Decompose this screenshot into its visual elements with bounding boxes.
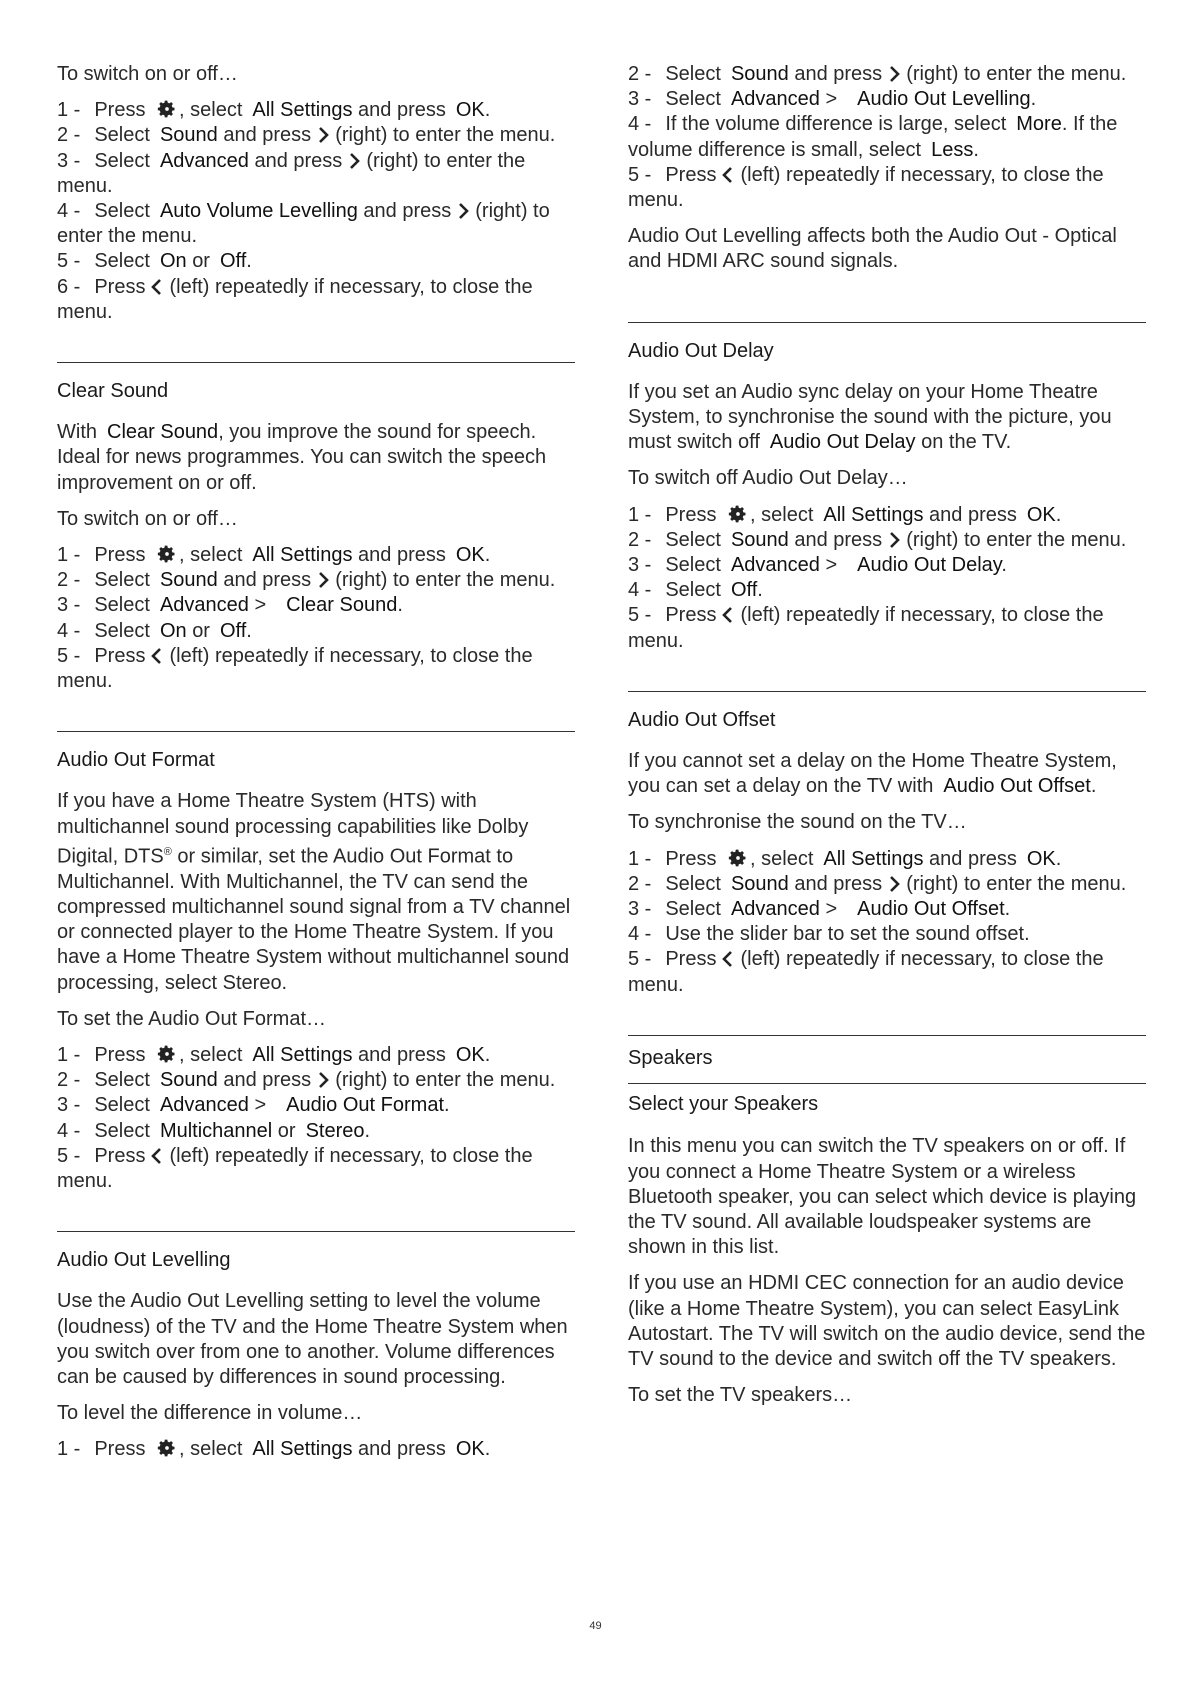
path-separator: > bbox=[825, 88, 838, 111]
step-text: Select bbox=[94, 594, 150, 617]
punct: . bbox=[1055, 503, 1062, 526]
step-number: 2 - bbox=[57, 569, 81, 592]
step-number: 2 - bbox=[628, 63, 652, 85]
step-number: 5 - bbox=[57, 250, 81, 273]
menu-keyword: Auto Volume Levelling bbox=[159, 200, 358, 223]
step-text: (left) repeatedly if necessary, to close the menu. bbox=[57, 644, 533, 693]
step-text: and press bbox=[358, 1043, 446, 1066]
step-number: 1 - bbox=[57, 1043, 81, 1066]
settings-gear-icon bbox=[157, 544, 177, 564]
section-audio-out-levelling bbox=[57, 1231, 575, 1462]
step-number: 5 - bbox=[628, 604, 652, 627]
ok-keyword: OK bbox=[455, 99, 485, 122]
left-column bbox=[57, 62, 575, 1474]
step-6 bbox=[57, 275, 575, 325]
step-text: If the volume difference is large, select bbox=[665, 113, 1007, 136]
menu-keyword: Advanced bbox=[730, 554, 820, 577]
step-4 bbox=[57, 619, 575, 644]
steps-audio-out-format bbox=[57, 1043, 575, 1194]
menu-keyword: All Settings bbox=[252, 99, 353, 122]
menu-keyword: All Settings bbox=[252, 544, 353, 567]
menu-keyword: Audio Out Delay bbox=[769, 431, 916, 454]
section-heading: Audio Out Levelling bbox=[57, 1249, 231, 1272]
text: If you set an Audio sync delay on your Home Theatre System, to synchronise the sound with the picture, you must switch off bbox=[628, 380, 1112, 454]
chevron-right-icon bbox=[457, 202, 469, 220]
step-text: (right) to enter the menu. bbox=[906, 63, 1127, 85]
step-number: 4 - bbox=[57, 1119, 81, 1142]
chevron-left-icon bbox=[722, 606, 734, 624]
step-5 bbox=[628, 603, 1146, 653]
steps-auto-volume bbox=[57, 98, 575, 325]
registered-mark: ® bbox=[163, 845, 172, 858]
intro-text: To switch off Audio Out Delay… bbox=[628, 467, 908, 490]
step-1 bbox=[57, 543, 575, 568]
step-5 bbox=[57, 249, 575, 274]
steps-audio-out-delay bbox=[628, 503, 1146, 654]
menu-keyword: More bbox=[1016, 113, 1062, 136]
step-text: and press bbox=[794, 63, 883, 85]
punct: . bbox=[246, 619, 252, 642]
step-1 bbox=[628, 847, 1146, 872]
punct: . bbox=[1001, 554, 1007, 577]
ok-keyword: OK bbox=[455, 1043, 485, 1066]
punct: . bbox=[484, 99, 491, 122]
path-separator: > bbox=[254, 1094, 267, 1117]
chevron-right-icon bbox=[317, 571, 329, 589]
step-text: Select bbox=[665, 872, 721, 895]
steps-audio-out-levelling bbox=[57, 1437, 575, 1462]
chevron-left-icon bbox=[151, 278, 163, 296]
step-text: Press bbox=[94, 99, 146, 122]
menu-keyword: Sound bbox=[730, 528, 789, 551]
step-text: Press bbox=[94, 1438, 146, 1461]
punct: . bbox=[757, 579, 763, 602]
step-text: Select bbox=[94, 1119, 150, 1142]
step-text: and press bbox=[358, 1438, 446, 1461]
step-number: 4 - bbox=[628, 113, 652, 136]
chevron-right-icon bbox=[888, 531, 900, 549]
step-3 bbox=[628, 553, 1146, 578]
steps-audio-out-levelling-cont bbox=[628, 62, 1146, 213]
steps-clear-sound bbox=[57, 543, 575, 694]
step-text: (left) repeatedly if necessary, to close the menu. bbox=[628, 604, 1104, 652]
step-text: and press bbox=[223, 1069, 312, 1092]
paragraph: To set the TV speakers… bbox=[628, 1384, 853, 1407]
step-text: Press bbox=[665, 503, 717, 526]
text: or similar, set the Audio Out Format to Multichannel. With Multichannel, the TV can send the compressed multichannel sound signal from a TV channel or connected player to the Home Theatre System. If you have a Home Theatre System without multichannel sound processing, select Stereo. bbox=[57, 845, 571, 994]
section-speakers bbox=[628, 1035, 1146, 1408]
step-text: and press bbox=[929, 503, 1017, 526]
step-number: 4 - bbox=[57, 200, 81, 223]
step-text: (left) repeatedly if necessary, to close the menu. bbox=[628, 948, 1104, 996]
section-heading: Speakers bbox=[628, 1046, 713, 1069]
step-text: and press bbox=[794, 528, 883, 551]
step-1 bbox=[57, 98, 575, 123]
step-text: Select bbox=[665, 554, 721, 577]
page-number: 49 bbox=[589, 1620, 602, 1632]
step-2 bbox=[628, 528, 1146, 553]
menu-keyword: Multichannel bbox=[159, 1119, 273, 1142]
step-text: (left) repeatedly if necessary, to close the menu. bbox=[57, 275, 533, 323]
step-number: 2 - bbox=[628, 528, 652, 551]
step-text: Select bbox=[665, 579, 721, 602]
chevron-right-icon bbox=[317, 126, 329, 144]
step-number: 3 - bbox=[628, 898, 652, 921]
step-number: 5 - bbox=[628, 948, 652, 971]
step-number: 1 - bbox=[57, 99, 81, 122]
punct: . bbox=[484, 1438, 491, 1461]
step-text: (right) to enter the menu. bbox=[57, 149, 526, 197]
intro-text: To switch on or off… bbox=[57, 507, 238, 530]
menu-keyword: Advanced bbox=[730, 898, 820, 921]
menu-keyword: Audio Out Format bbox=[286, 1094, 444, 1117]
punct: . bbox=[484, 1043, 491, 1066]
section-heading: Audio Out Delay bbox=[628, 339, 774, 362]
step-number: 3 - bbox=[57, 594, 81, 617]
step-number: 3 - bbox=[57, 149, 81, 172]
intro-text: To synchronise the sound on the TV… bbox=[628, 811, 967, 834]
punct: . bbox=[246, 250, 252, 273]
step-text: (right) to enter the menu. bbox=[335, 1069, 556, 1092]
step-1 bbox=[57, 1043, 575, 1068]
step-text: Select bbox=[94, 250, 150, 273]
step-text: and press bbox=[223, 569, 312, 592]
step-text: Press bbox=[94, 1144, 146, 1167]
step-text: , select bbox=[179, 99, 243, 122]
paragraph bbox=[57, 420, 575, 496]
step-text: or bbox=[277, 1119, 296, 1142]
menu-keyword: Advanced bbox=[730, 88, 820, 111]
steps-audio-out-offset bbox=[628, 847, 1146, 998]
paragraph bbox=[57, 789, 575, 995]
step-text: and press bbox=[223, 124, 312, 147]
text: If you cannot set a delay on the Home Theatre System, you can set a delay on the TV with bbox=[628, 750, 1117, 798]
punct: . bbox=[1004, 898, 1011, 921]
paragraph bbox=[628, 749, 1146, 799]
step-text: Select bbox=[665, 528, 721, 551]
subsection-heading: Select your Speakers bbox=[628, 1093, 819, 1116]
punct: . bbox=[364, 1119, 371, 1142]
ok-keyword: OK bbox=[1026, 503, 1056, 526]
menu-keyword: Audio Out Offset bbox=[943, 775, 1091, 798]
step-text: and press bbox=[363, 200, 452, 223]
menu-keyword: All Settings bbox=[252, 1043, 353, 1066]
section-audio-out-format bbox=[57, 731, 575, 1194]
chevron-left-icon bbox=[151, 1147, 163, 1165]
section-heading: Audio Out Format bbox=[57, 749, 215, 772]
chevron-right-icon bbox=[317, 1071, 329, 1089]
step-text: Select bbox=[665, 88, 721, 111]
step-1 bbox=[628, 503, 1146, 528]
menu-keyword: On bbox=[159, 250, 187, 273]
intro-text: To switch on or off… bbox=[57, 63, 238, 85]
section-heading: Audio Out Offset bbox=[628, 708, 776, 731]
step-text: or bbox=[192, 250, 210, 273]
step-number: 5 - bbox=[57, 644, 81, 667]
step-text: (right) to enter the menu. bbox=[57, 200, 550, 248]
intro-text: To set the Audio Out Format… bbox=[57, 1007, 327, 1030]
settings-gear-icon bbox=[728, 504, 748, 524]
step-number: 6 - bbox=[57, 275, 81, 298]
step-2 bbox=[628, 872, 1146, 897]
menu-keyword: On bbox=[159, 619, 187, 642]
settings-gear-icon bbox=[157, 99, 177, 119]
settings-gear-icon bbox=[157, 1044, 177, 1064]
step-text: and press bbox=[254, 149, 343, 172]
punct: . bbox=[484, 544, 491, 567]
step-text: and press bbox=[358, 544, 446, 567]
menu-keyword: Advanced bbox=[159, 594, 249, 617]
step-text: , select bbox=[179, 544, 243, 567]
step-number: 4 - bbox=[628, 923, 652, 946]
step-text: Select bbox=[94, 619, 150, 642]
step-1 bbox=[57, 1437, 575, 1462]
chevron-left-icon bbox=[722, 166, 734, 184]
step-2 bbox=[57, 123, 575, 148]
step-4 bbox=[628, 112, 1146, 162]
step-3 bbox=[628, 897, 1146, 922]
section-heading: Clear Sound bbox=[57, 380, 169, 403]
step-text: Select bbox=[665, 63, 721, 85]
menu-keyword: All Settings bbox=[823, 503, 924, 526]
right-column bbox=[628, 62, 1146, 1419]
step-text: Press bbox=[665, 604, 717, 627]
step-number: 2 - bbox=[628, 872, 652, 895]
step-number: 2 - bbox=[57, 124, 81, 147]
step-number: 5 - bbox=[628, 163, 652, 186]
menu-keyword: Advanced bbox=[159, 149, 249, 172]
path-separator: > bbox=[825, 554, 838, 577]
step-number: 5 - bbox=[57, 1144, 81, 1167]
menu-keyword: Less bbox=[931, 138, 974, 161]
ok-keyword: OK bbox=[455, 544, 485, 567]
punct: . bbox=[397, 594, 403, 617]
menu-keyword: Clear Sound bbox=[107, 421, 219, 444]
step-number: 4 - bbox=[628, 579, 652, 602]
step-text: (right) to enter the menu. bbox=[906, 872, 1127, 895]
section-audio-out-offset bbox=[628, 691, 1146, 998]
step-text: , select bbox=[750, 503, 814, 526]
step-text: Select bbox=[94, 200, 150, 223]
intro-text: To level the difference in volume… bbox=[57, 1402, 363, 1425]
paragraph: If you use an HDMI CEC connection for an audio device (like a Home Theatre System), you can select EasyLink Autostart. The TV will switch on the audio device, send the TV sound to the device and switch off the TV speakers. bbox=[628, 1272, 1146, 1370]
paragraph: Use the Audio Out Levelling setting to level the volume (loudness) of the TV and the Home Theatre System when you switch over from one to another. Volume differences can be caused by differences in sound processing. bbox=[57, 1290, 568, 1388]
step-text: . If the volume difference is small, select bbox=[628, 113, 1118, 161]
chevron-left-icon bbox=[151, 647, 163, 665]
step-number: 3 - bbox=[57, 1094, 81, 1117]
punct: . bbox=[444, 1094, 450, 1117]
step-5 bbox=[628, 163, 1146, 213]
step-4 bbox=[57, 1119, 575, 1144]
step-text: Select bbox=[94, 1094, 150, 1117]
menu-keyword: All Settings bbox=[252, 1438, 353, 1461]
step-text: Press bbox=[94, 1043, 146, 1066]
text: With bbox=[57, 421, 97, 444]
menu-keyword: Sound bbox=[159, 569, 218, 592]
paragraph: Audio Out Levelling affects both the Audio Out - Optical and HDMI ARC sound signals. bbox=[628, 225, 1117, 273]
step-text: Select bbox=[665, 898, 721, 921]
step-number: 1 - bbox=[57, 544, 81, 567]
chevron-right-icon bbox=[888, 875, 900, 893]
step-text: Press bbox=[665, 948, 717, 971]
menu-keyword: Sound bbox=[730, 872, 789, 895]
step-text: , select bbox=[179, 1438, 243, 1461]
step-text: Press bbox=[94, 644, 146, 667]
menu-keyword: Off bbox=[219, 619, 247, 642]
step-number: 3 - bbox=[628, 88, 652, 111]
settings-gear-icon bbox=[728, 848, 748, 868]
section-clear-sound bbox=[57, 362, 575, 694]
step-text: Press bbox=[94, 275, 146, 298]
paragraph bbox=[628, 380, 1146, 456]
chevron-right-icon bbox=[888, 65, 900, 83]
menu-keyword: Audio Out Delay bbox=[857, 554, 1002, 577]
menu-keyword: Clear Sound bbox=[286, 594, 398, 617]
text: If you have a Home Theatre System (HTS) with multichannel sound processing capabilities like Dolby Digital, DTS bbox=[57, 790, 529, 868]
step-2 bbox=[57, 1068, 575, 1093]
step-text: , select bbox=[750, 847, 814, 870]
step-text: Press bbox=[665, 847, 717, 870]
punct: . bbox=[1055, 847, 1062, 870]
paragraph: In this menu you can switch the TV speakers on or off. If you connect a Home Theatre System or a wireless Bluetooth speaker, you can select which device is playing the TV sound. All available loudspeaker systems are shown in this list. bbox=[628, 1135, 1137, 1259]
step-3 bbox=[57, 593, 575, 618]
step-5 bbox=[57, 644, 575, 694]
menu-keyword: All Settings bbox=[823, 847, 924, 870]
menu-keyword: Advanced bbox=[159, 1094, 249, 1117]
step-number: 2 - bbox=[57, 1069, 81, 1092]
menu-keyword: Sound bbox=[159, 124, 218, 147]
step-text: Select bbox=[94, 1069, 150, 1092]
text: , you improve the sound for speech. Ideal for news programmes. You can switch the speech improvement on or off. bbox=[57, 421, 547, 494]
menu-keyword: Off bbox=[730, 579, 758, 602]
punct: . bbox=[1090, 775, 1097, 798]
menu-keyword: Audio Out Levelling bbox=[857, 88, 1031, 111]
step-number: 1 - bbox=[57, 1438, 81, 1461]
step-text: (right) to enter the menu. bbox=[335, 569, 556, 592]
step-3 bbox=[628, 87, 1146, 112]
step-text: (right) to enter the menu. bbox=[906, 528, 1127, 551]
step-number: 1 - bbox=[628, 847, 652, 870]
punct: . bbox=[1030, 88, 1037, 111]
menu-keyword: Stereo bbox=[305, 1119, 365, 1142]
path-separator: > bbox=[254, 594, 267, 617]
step-3 bbox=[57, 1093, 575, 1118]
ok-keyword: OK bbox=[1026, 847, 1056, 870]
step-text: (left) repeatedly if necessary, to close the menu. bbox=[57, 1144, 533, 1192]
ok-keyword: OK bbox=[455, 1438, 485, 1461]
chevron-left-icon bbox=[722, 950, 734, 968]
step-3 bbox=[57, 149, 575, 199]
menu-keyword: Audio Out Offset bbox=[857, 898, 1005, 921]
step-text: Select bbox=[94, 149, 150, 172]
step-text: and press bbox=[929, 847, 1017, 870]
path-separator: > bbox=[825, 898, 838, 921]
chevron-right-icon bbox=[348, 152, 360, 170]
step-text: (right) to enter the menu. bbox=[335, 124, 556, 147]
text: on the TV. bbox=[921, 431, 1012, 454]
punct: . bbox=[973, 138, 979, 161]
step-text: (left) repeatedly if necessary, to close the menu. bbox=[628, 163, 1104, 212]
step-text: Select bbox=[94, 569, 150, 592]
step-text: Press bbox=[665, 163, 717, 186]
menu-keyword: Sound bbox=[730, 63, 789, 85]
step-number: 1 - bbox=[628, 503, 652, 526]
step-4 bbox=[57, 199, 575, 249]
step-5 bbox=[628, 947, 1146, 997]
step-number: 3 - bbox=[628, 554, 652, 577]
step-4 bbox=[628, 922, 1146, 947]
step-2 bbox=[57, 568, 575, 593]
step-text: , select bbox=[179, 1043, 243, 1066]
step-4 bbox=[628, 578, 1146, 603]
section-audio-out-delay bbox=[628, 322, 1146, 654]
step-number: 4 - bbox=[57, 619, 81, 642]
step-text: Select bbox=[94, 124, 150, 147]
step-5 bbox=[57, 1144, 575, 1194]
step-text: and press bbox=[794, 872, 883, 895]
step-text: Press bbox=[94, 544, 146, 567]
settings-gear-icon bbox=[157, 1438, 177, 1458]
step-2 bbox=[628, 62, 1146, 87]
step-text: or bbox=[192, 619, 210, 642]
step-text: Use the slider bar to set the sound offset. bbox=[665, 923, 1030, 946]
menu-keyword: Off bbox=[219, 250, 247, 273]
step-text: and press bbox=[358, 99, 446, 122]
subsection-select-speakers bbox=[628, 1083, 1146, 1408]
menu-keyword: Sound bbox=[159, 1069, 218, 1092]
